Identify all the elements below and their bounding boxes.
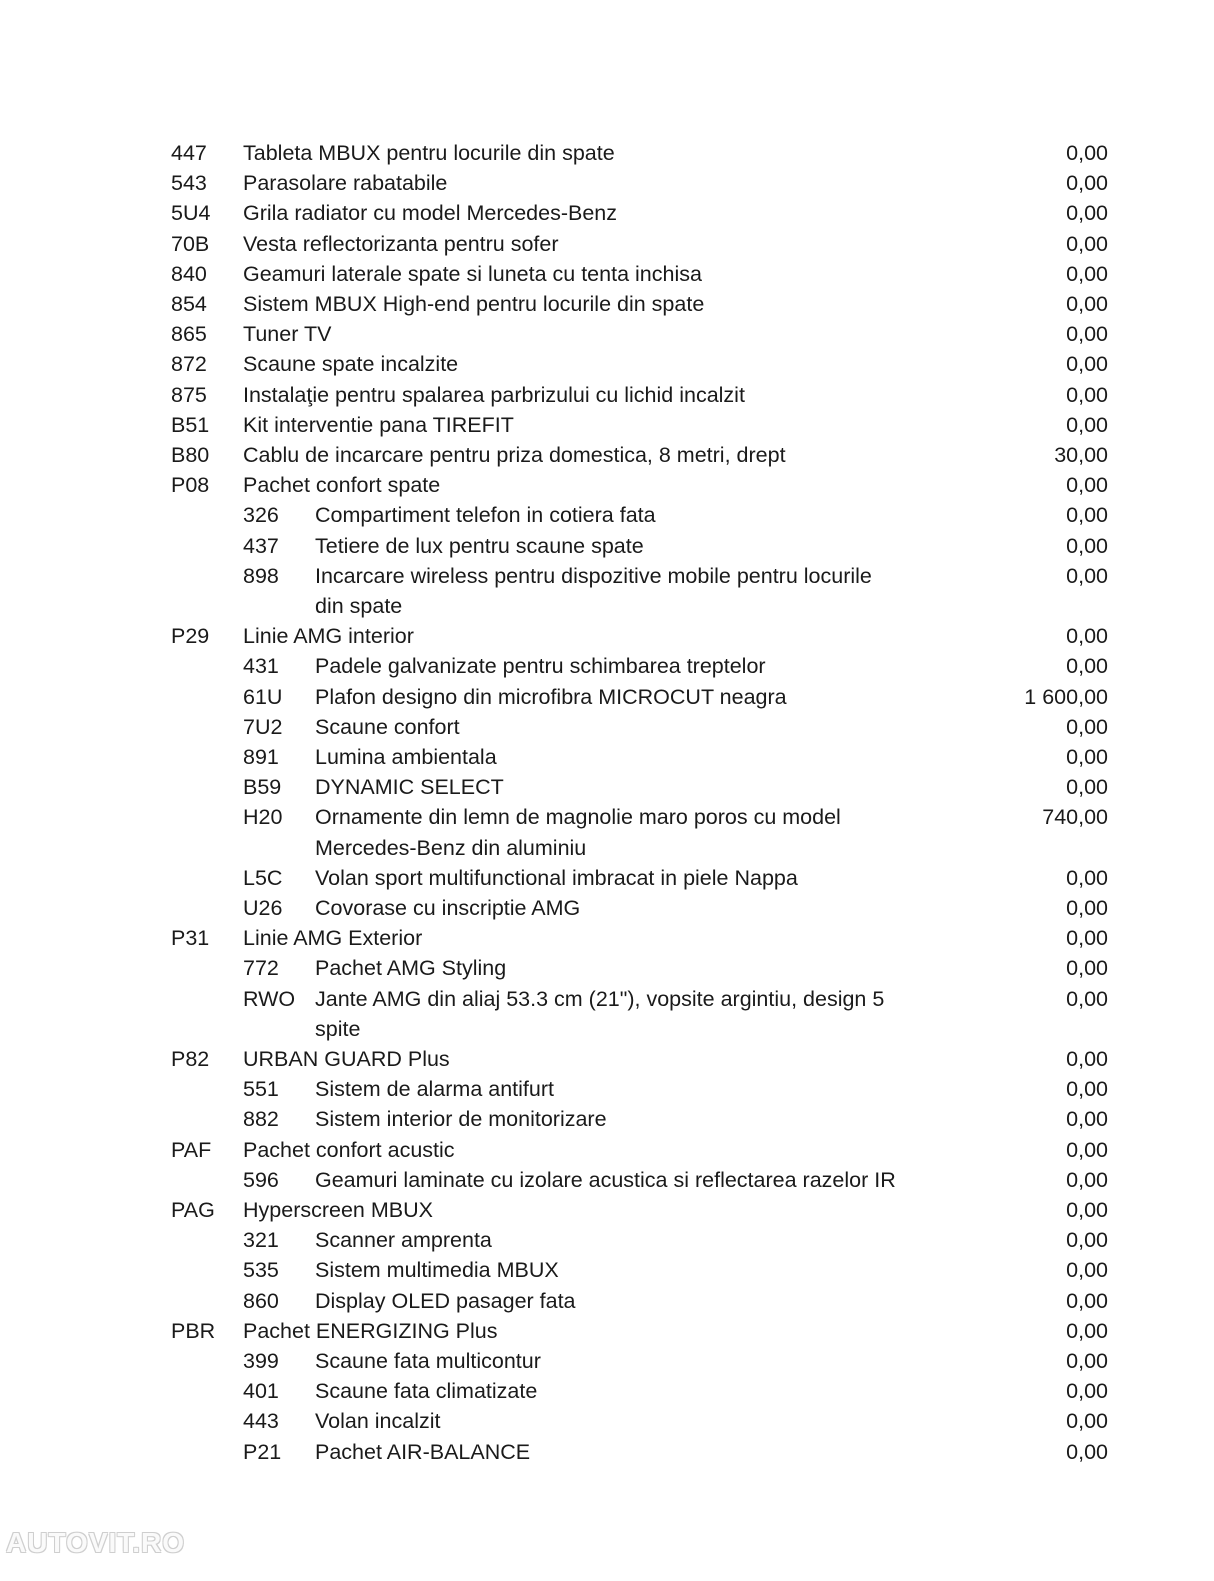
- option-description: Scaune fata multicontur: [315, 1349, 541, 1373]
- sub-option-row: [0, 591, 1214, 621]
- option-description: Scanner amprenta: [315, 1228, 492, 1253]
- option-row: [0, 198, 1214, 228]
- sub-option-row: [0, 742, 1214, 772]
- option-price: 0,00: [1066, 1047, 1108, 1071]
- option-description: Compartiment telefon in cotiera fata: [315, 503, 656, 528]
- option-price: 0,00: [1066, 473, 1108, 498]
- sub-option-row: [0, 1074, 1214, 1104]
- option-code: 891: [243, 745, 279, 769]
- option-row: [0, 380, 1214, 410]
- option-code: 7U2: [243, 714, 283, 739]
- option-description: Sistem de alarma antifurt: [315, 1077, 554, 1102]
- option-row: [0, 229, 1214, 259]
- sub-option-row: [0, 1165, 1214, 1195]
- option-price: 0,00: [1066, 1137, 1108, 1162]
- option-description: Display OLED pasager fata: [315, 1288, 576, 1313]
- sub-option-row: [0, 802, 1214, 832]
- option-code: 872: [171, 352, 207, 377]
- option-row: [0, 349, 1214, 379]
- option-code: B51: [171, 412, 210, 437]
- watermark-logo: AUTOVIT.RO: [6, 1527, 186, 1558]
- option-code: 5U4: [171, 201, 211, 226]
- option-code: 443: [243, 1409, 279, 1434]
- option-code: 596: [243, 1167, 279, 1192]
- option-code: 875: [171, 382, 207, 407]
- option-price: 0,00: [1066, 382, 1108, 407]
- option-description: Grila radiator cu model Mercedes-Benz: [243, 201, 618, 226]
- option-code: PBR: [171, 1318, 216, 1343]
- option-price: 0,00: [1066, 926, 1108, 951]
- option-code: 772: [243, 956, 279, 981]
- option-price: 0,00: [1066, 1258, 1108, 1283]
- option-row: [0, 259, 1214, 289]
- sub-option-row: [0, 651, 1214, 681]
- option-price: 0,00: [1066, 141, 1108, 165]
- option-row: [0, 138, 1214, 168]
- option-code: RWO: [243, 986, 296, 1011]
- option-price: 0,00: [1066, 956, 1108, 981]
- option-code: 840: [171, 261, 207, 286]
- sub-option-row: [0, 984, 1214, 1014]
- option-code: P08: [171, 473, 210, 498]
- sub-option-row: [0, 772, 1214, 802]
- option-description: Geamuri laminate cu izolare acustica si reflectarea razelor IR: [315, 1167, 896, 1192]
- option-code: P21: [243, 1439, 282, 1464]
- sub-option-row: [0, 833, 1214, 863]
- option-price: 0,00: [1066, 1107, 1108, 1132]
- sub-option-row: [0, 1346, 1214, 1376]
- option-description: Kit interventie pana TIREFIT: [243, 412, 514, 437]
- option-description: Hyperscreen MBUX: [243, 1198, 433, 1222]
- option-price: 0,00: [1066, 1167, 1108, 1192]
- option-description: Pachet confort spate: [243, 473, 441, 498]
- option-price: 0,00: [1066, 654, 1108, 679]
- option-price: 0,00: [1066, 1379, 1108, 1404]
- option-code: 860: [243, 1288, 279, 1313]
- option-description: Scaune spate incalzite: [243, 352, 459, 377]
- option-code: 447: [171, 141, 207, 165]
- option-price: 0,00: [1066, 714, 1108, 739]
- option-code: 543: [171, 171, 207, 196]
- option-price: 0,00: [1066, 624, 1108, 649]
- option-price: 0,00: [1066, 775, 1108, 800]
- option-description: Linie AMG Exterior: [243, 926, 423, 951]
- option-code: 437: [243, 533, 279, 558]
- option-description: Jante AMG din aliaj 53.3 cm (21"), vopsite argintiu, design 5: [315, 986, 885, 1011]
- option-price: 0,00: [1066, 1077, 1108, 1102]
- option-code: P31: [171, 926, 210, 951]
- sub-option-row: [0, 1255, 1214, 1285]
- option-description: Tetiere de lux pentru scaune spate: [315, 533, 644, 558]
- option-description: Mercedes-Benz din aluminiu: [315, 835, 587, 860]
- option-description: Lumina ambientala: [315, 745, 497, 769]
- option-description: Incarcare wireless pentru dispozitive mobile pentru locurile: [315, 563, 872, 588]
- option-code: P29: [171, 624, 210, 649]
- option-description: Plafon designo din microfibra MICROCUT neagra: [315, 684, 787, 709]
- option-price: 0,00: [1066, 201, 1108, 226]
- option-code: PAF: [171, 1137, 212, 1162]
- option-code: H20: [243, 805, 283, 830]
- option-description: Scaune fata climatizate: [315, 1379, 538, 1404]
- option-code: 321: [243, 1228, 279, 1253]
- option-description: Instalaţie pentru spalarea parbrizului cu lichid incalzit: [243, 382, 745, 407]
- option-row: [0, 1135, 1214, 1165]
- option-description: Pachet AMG Styling: [315, 956, 507, 981]
- option-row: [0, 319, 1214, 349]
- option-price: 0,00: [1066, 1318, 1108, 1343]
- option-code: 535: [243, 1258, 279, 1283]
- option-code: 70B: [171, 231, 210, 256]
- option-price: 0,00: [1066, 231, 1108, 256]
- option-description: URBAN GUARD Plus: [243, 1047, 450, 1071]
- option-description: Tuner TV: [243, 322, 332, 347]
- option-code: B59: [243, 775, 282, 800]
- option-description: Parasolare rabatabile: [243, 171, 448, 196]
- option-code: 854: [171, 292, 207, 316]
- sub-option-row: [0, 1406, 1214, 1436]
- option-code: U26: [243, 896, 283, 920]
- option-price: 30,00: [1054, 443, 1108, 467]
- option-description: Volan sport multifunctional imbracat in piele Nappa: [315, 865, 798, 890]
- option-code: P82: [171, 1047, 210, 1071]
- option-code: 401: [243, 1379, 279, 1404]
- option-code: 431: [243, 654, 279, 679]
- option-row: [0, 1195, 1214, 1225]
- option-row: [0, 1044, 1214, 1074]
- option-description: din spate: [315, 594, 403, 618]
- sub-option-row: [0, 561, 1214, 591]
- sub-option-row: [0, 500, 1214, 530]
- sub-option-row: [0, 712, 1214, 742]
- option-price: 0,00: [1066, 896, 1108, 920]
- option-description: Tableta MBUX pentru locurile din spate: [243, 141, 615, 165]
- option-description: Scaune confort: [315, 714, 460, 739]
- option-description: Pachet confort acustic: [243, 1137, 455, 1162]
- sub-option-row: [0, 1225, 1214, 1255]
- option-price: 0,00: [1066, 503, 1108, 528]
- sub-option-row: [0, 531, 1214, 561]
- option-row: [0, 289, 1214, 319]
- option-description: Linie AMG interior: [243, 624, 414, 649]
- option-description: Volan incalzit: [315, 1409, 441, 1434]
- option-price: 0,00: [1066, 865, 1108, 890]
- option-description: DYNAMIC SELECT: [315, 775, 504, 800]
- option-row: [0, 440, 1214, 470]
- option-price: 0,00: [1066, 1198, 1108, 1222]
- option-row: [0, 621, 1214, 651]
- option-price: 0,00: [1066, 1349, 1108, 1373]
- option-description: Ornamente din lemn de magnolie maro poros cu model: [315, 805, 841, 830]
- option-price: 0,00: [1066, 322, 1108, 347]
- option-description: Geamuri laterale spate si luneta cu tenta inchisa: [243, 261, 702, 286]
- sub-option-row: [0, 863, 1214, 893]
- option-price: 740,00: [1042, 805, 1108, 830]
- option-description: Pachet ENERGIZING Plus: [243, 1318, 498, 1343]
- sub-option-row: [0, 1437, 1214, 1467]
- sub-option-row: [0, 1376, 1214, 1406]
- option-code: PAG: [171, 1198, 215, 1222]
- option-price: 0,00: [1066, 171, 1108, 196]
- option-description: spite: [315, 1016, 361, 1041]
- option-description: Sistem interior de monitorizare: [315, 1107, 607, 1132]
- option-description: Covorase cu inscriptie AMG: [315, 896, 581, 920]
- option-row: [0, 470, 1214, 500]
- option-code: B80: [171, 443, 210, 467]
- option-price: 0,00: [1066, 352, 1108, 377]
- option-price: 0,00: [1066, 1288, 1108, 1313]
- option-row: [0, 410, 1214, 440]
- option-price: 0,00: [1066, 1409, 1108, 1434]
- option-row: [0, 168, 1214, 198]
- option-code: 551: [243, 1077, 279, 1102]
- option-code: 898: [243, 563, 279, 588]
- option-price: 1 600,00: [1024, 684, 1108, 709]
- option-description: Padele galvanizate pentru schimbarea treptelor: [315, 654, 766, 679]
- option-row: [0, 923, 1214, 953]
- option-code: 326: [243, 503, 279, 528]
- option-price: 0,00: [1066, 261, 1108, 286]
- option-price: 0,00: [1066, 1228, 1108, 1253]
- option-price: 0,00: [1066, 1439, 1108, 1464]
- option-code: 399: [243, 1349, 279, 1373]
- option-price: 0,00: [1066, 533, 1108, 558]
- option-price: 0,00: [1066, 986, 1108, 1011]
- option-description: Cablu de incarcare pentru priza domestica, 8 metri, drept: [243, 443, 786, 467]
- sub-option-row: [0, 682, 1214, 712]
- sub-option-row: [0, 1286, 1214, 1316]
- option-code: 882: [243, 1107, 279, 1132]
- option-description: Pachet AIR-BALANCE: [315, 1439, 531, 1464]
- option-description: Sistem MBUX High-end pentru locurile din spate: [243, 292, 705, 316]
- option-row: [0, 1316, 1214, 1346]
- sub-option-row: [0, 1104, 1214, 1134]
- option-price: 0,00: [1066, 563, 1108, 588]
- sub-option-row: [0, 953, 1214, 983]
- option-price: 0,00: [1066, 412, 1108, 437]
- option-price: 0,00: [1066, 292, 1108, 316]
- sub-option-row: [0, 1014, 1214, 1044]
- option-code: 61U: [243, 684, 283, 709]
- option-price: 0,00: [1066, 745, 1108, 769]
- sub-option-row: [0, 893, 1214, 923]
- option-description: Vesta reflectorizanta pentru sofer: [243, 231, 559, 256]
- option-code: L5C: [243, 865, 283, 890]
- option-description: Sistem multimedia MBUX: [315, 1258, 559, 1283]
- option-code: 865: [171, 322, 207, 347]
